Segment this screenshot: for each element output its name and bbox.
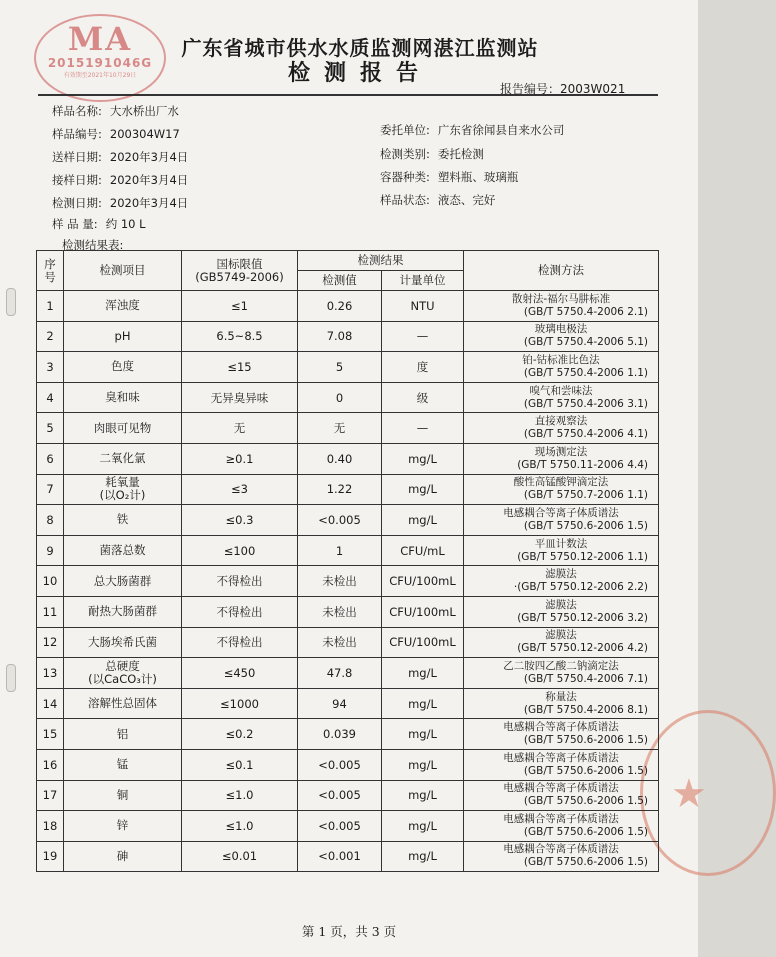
cell-unit: CFU/mL xyxy=(382,535,464,566)
table-row xyxy=(37,688,659,719)
item-name: 浑浊度 xyxy=(105,298,140,313)
cell-item xyxy=(64,321,182,352)
item-name: 总大肠菌群 xyxy=(93,573,152,588)
cell-no: 11 xyxy=(37,596,64,627)
cell-no: 2 xyxy=(37,321,64,352)
header-limit xyxy=(182,251,298,291)
cell-unit: mg/L xyxy=(382,749,464,780)
method-standard: (GB/T 5750.4-2006 4.1) xyxy=(523,428,648,441)
table-row xyxy=(37,382,659,413)
cell-limit: ≤1000 xyxy=(182,688,298,719)
cell-unit: mg/L xyxy=(382,719,464,750)
cell-value: 未检出 xyxy=(298,627,382,658)
field-value: 约 10 L xyxy=(105,217,146,231)
container-field xyxy=(380,169,518,185)
cma-stamp xyxy=(34,14,166,102)
cell-limit: ≤1.0 xyxy=(182,811,298,842)
cell-unit: mg/L xyxy=(382,443,464,474)
cell-item xyxy=(64,780,182,811)
cell-value: 0 xyxy=(298,382,382,413)
item-name: 铁 xyxy=(116,512,129,527)
item-name: 色度 xyxy=(111,359,134,374)
method-name: 电感耦合等离子体质谱法 xyxy=(503,721,619,734)
cell-method xyxy=(464,321,659,352)
cell-limit: ≤100 xyxy=(182,535,298,566)
cell-method xyxy=(464,596,659,627)
method-name: 滤膜法 xyxy=(545,598,577,611)
field-label: 委托单位: xyxy=(380,123,430,137)
stamp-code: 2015191046G xyxy=(47,56,153,70)
method-name: 电感耦合等离子体质谱法 xyxy=(503,782,619,795)
table-row xyxy=(37,811,659,842)
cell-item xyxy=(64,658,182,689)
table-row xyxy=(37,627,659,658)
item-name: 砷 xyxy=(116,848,129,863)
cell-value: 5 xyxy=(298,352,382,383)
cell-unit: — xyxy=(382,321,464,352)
item-name: 耐热大肠菌群 xyxy=(88,604,157,619)
cell-method xyxy=(464,474,659,505)
table-row xyxy=(37,780,659,811)
method-standard: (GB/T 5750.4-2006 2.1) xyxy=(523,305,648,318)
item-name: 溶解性总固体 xyxy=(88,696,157,711)
stamp-validity: 有效期至2021年10月29日 xyxy=(63,72,137,79)
cell-unit: mg/L xyxy=(382,780,464,811)
cell-limit: 不得检出 xyxy=(182,627,298,658)
cell-value: <0.005 xyxy=(298,749,382,780)
header-limit-line1: 国标限值 xyxy=(216,256,263,271)
cell-no: 15 xyxy=(37,719,64,750)
cell-method xyxy=(464,811,659,842)
field-label: 接样日期: xyxy=(52,173,102,187)
method-name: 称量法 xyxy=(545,690,577,703)
cell-value: 1 xyxy=(298,535,382,566)
cell-limit: ≤450 xyxy=(182,658,298,689)
method-standard: (GB/T 5750.12-2006 1.1) xyxy=(517,550,648,563)
cell-value: 94 xyxy=(298,688,382,719)
cell-method xyxy=(464,443,659,474)
field-value: 广东省徐闻县自来水公司 xyxy=(437,123,565,137)
field-label: 容器种类: xyxy=(380,170,430,184)
cell-item xyxy=(64,382,182,413)
header-unit: 计量单位 xyxy=(382,271,464,291)
field-value: 2020年3月4日 xyxy=(109,196,189,210)
header-divider xyxy=(38,94,658,96)
report-title: 检测报告 xyxy=(287,61,432,86)
cell-item xyxy=(64,291,182,322)
cell-unit: 度 xyxy=(382,352,464,383)
cell-unit: mg/L xyxy=(382,811,464,842)
cell-no: 7 xyxy=(37,474,64,505)
method-name: 现场测定法 xyxy=(534,445,588,458)
cell-no: 16 xyxy=(37,749,64,780)
method-standard: (GB/T 5750.4-2006 5.1) xyxy=(523,336,648,349)
cell-value: 0.40 xyxy=(298,443,382,474)
cell-method xyxy=(464,382,659,413)
cell-unit: mg/L xyxy=(382,658,464,689)
cell-limit: ≤3 xyxy=(182,474,298,505)
official-seal xyxy=(640,710,776,876)
item-name: 大肠埃希氏菌 xyxy=(88,634,157,649)
method-name: 乙二胺四乙酸二钠滴定法 xyxy=(503,659,619,672)
cell-no: 19 xyxy=(37,841,64,872)
cell-method xyxy=(464,780,659,811)
test-date-field xyxy=(52,195,188,211)
method-name: 嗅气和尝味法 xyxy=(529,384,593,397)
binder-hole xyxy=(6,664,16,692)
cell-unit: CFU/100mL xyxy=(382,627,464,658)
field-label: 样 品 量: xyxy=(52,217,98,231)
method-standard: (GB/T 5750.6-2006 1.5) xyxy=(523,734,648,747)
method-standard: (GB/T 5750.7-2006 1.1) xyxy=(523,489,648,502)
table-row xyxy=(37,321,659,352)
report-number-value: 2003W021 xyxy=(560,82,626,96)
cell-limit: 无 xyxy=(182,413,298,444)
cell-unit: mg/L xyxy=(382,841,464,872)
field-value: 大水桥出厂水 xyxy=(109,104,179,118)
cell-limit: 不得检出 xyxy=(182,596,298,627)
organization-name: 广东省城市供水水质监测网湛江监测站 xyxy=(181,36,539,60)
header-method: 检测方法 xyxy=(464,251,659,291)
cell-unit: mg/L xyxy=(382,688,464,719)
cell-method xyxy=(464,841,659,872)
header-no xyxy=(37,251,64,291)
table-row xyxy=(37,413,659,444)
item-name: 总硬度 xyxy=(105,658,140,673)
cell-item xyxy=(64,535,182,566)
table-row xyxy=(37,658,659,689)
cell-no: 1 xyxy=(37,291,64,322)
cell-method xyxy=(464,566,659,597)
table-row xyxy=(37,352,659,383)
cell-no: 8 xyxy=(37,505,64,536)
table-row xyxy=(37,841,659,872)
method-standard: (GB/T 5750.11-2006 4.4) xyxy=(517,458,648,471)
cell-item xyxy=(64,841,182,872)
cell-limit: 无异臭异味 xyxy=(182,382,298,413)
field-value: 2020年3月4日 xyxy=(109,173,189,187)
method-name: 直接观察法 xyxy=(534,415,588,428)
cell-no: 17 xyxy=(37,780,64,811)
field-value: 塑料瓶、玻璃瓶 xyxy=(437,170,519,184)
cell-method xyxy=(464,535,659,566)
cell-method xyxy=(464,352,659,383)
cell-method xyxy=(464,505,659,536)
method-standard: (GB/T 5750.12-2006 4.2) xyxy=(517,642,648,655)
cell-item xyxy=(64,688,182,719)
item-name: 肉眼可见物 xyxy=(93,420,152,435)
client-field xyxy=(380,122,564,138)
cell-value: 无 xyxy=(298,413,382,444)
method-name: 电感耦合等离子体质谱法 xyxy=(503,506,619,519)
method-name: 电感耦合等离子体质谱法 xyxy=(503,843,619,856)
item-name: 耗氧量 xyxy=(105,475,140,490)
header-value: 检测值 xyxy=(298,271,382,291)
cell-item xyxy=(64,719,182,750)
table-row xyxy=(37,596,659,627)
item-basis: (以O₂计) xyxy=(99,488,146,503)
table-row xyxy=(37,749,659,780)
header-result-group: 检测结果 xyxy=(298,251,464,271)
cell-item xyxy=(64,749,182,780)
cell-unit: 级 xyxy=(382,382,464,413)
cell-no: 3 xyxy=(37,352,64,383)
method-name: 散射法-福尔马肼标准 xyxy=(511,292,611,305)
cell-no: 9 xyxy=(37,535,64,566)
method-standard: (GB/T 5750.6-2006 1.5) xyxy=(523,795,648,808)
cell-limit: ≤0.1 xyxy=(182,749,298,780)
method-name: 电感耦合等离子体质谱法 xyxy=(503,812,619,825)
method-standard: (GB/T 5750.6-2006 1.5) xyxy=(523,519,648,532)
method-standard: (GB/T 5750.4-2006 8.1) xyxy=(523,703,648,716)
cell-unit: CFU/100mL xyxy=(382,566,464,597)
cell-unit: — xyxy=(382,413,464,444)
cell-value: 未检出 xyxy=(298,596,382,627)
stamp-mark: MA xyxy=(67,20,133,58)
method-name: 平皿计数法 xyxy=(534,537,588,550)
method-standard: (GB/T 5750.4-2006 1.1) xyxy=(523,366,648,379)
cell-item xyxy=(64,413,182,444)
table-row xyxy=(37,291,659,322)
field-label: 检测类别: xyxy=(380,147,430,161)
cell-method xyxy=(464,291,659,322)
method-name: 电感耦合等离子体质谱法 xyxy=(503,751,619,764)
cell-item xyxy=(64,443,182,474)
sample-state-field xyxy=(380,192,495,208)
method-standard: (GB/T 5750.4-2006 3.1) xyxy=(523,397,648,410)
results-table xyxy=(36,250,659,872)
cell-limit: 不得检出 xyxy=(182,566,298,597)
table-row xyxy=(37,505,659,536)
cell-no: 5 xyxy=(37,413,64,444)
page-footer: 第 1 页，共 3 页 xyxy=(301,924,397,939)
cell-limit: ≤15 xyxy=(182,352,298,383)
cell-unit: mg/L xyxy=(382,505,464,536)
cell-unit: mg/L xyxy=(382,474,464,505)
method-name: 铂-钴标准比色法 xyxy=(522,353,600,366)
cell-value: 0.26 xyxy=(298,291,382,322)
method-standard: (GB/T 5750.12-2006 3.2) xyxy=(517,611,648,624)
sample-name-field xyxy=(52,103,179,119)
cell-value: <0.005 xyxy=(298,811,382,842)
seal-star-icon: ★ xyxy=(671,771,707,817)
method-standard: ·(GB/T 5750.12-2006 2.2) xyxy=(513,581,648,594)
method-name: 玻璃电极法 xyxy=(534,323,588,336)
header-no-line2: 号 xyxy=(44,269,56,284)
field-label: 样品名称: xyxy=(52,104,102,118)
test-type-field xyxy=(380,146,484,162)
cell-no: 12 xyxy=(37,627,64,658)
item-name: 二氧化氯 xyxy=(99,451,146,466)
cell-no: 10 xyxy=(37,566,64,597)
item-name: 菌落总数 xyxy=(99,543,146,558)
cell-value: 7.08 xyxy=(298,321,382,352)
field-value: 2020年3月4日 xyxy=(109,150,189,164)
cell-limit: ≤0.3 xyxy=(182,505,298,536)
header-no-line1: 序 xyxy=(44,256,56,271)
cell-value: 0.039 xyxy=(298,719,382,750)
cell-no: 6 xyxy=(37,443,64,474)
item-name: 铜 xyxy=(116,787,129,802)
received-date-field xyxy=(52,172,188,188)
header-item: 检测项目 xyxy=(64,251,182,291)
cell-item xyxy=(64,352,182,383)
cell-value: 47.8 xyxy=(298,658,382,689)
field-value: 200304W17 xyxy=(109,127,180,141)
cell-unit: CFU/100mL xyxy=(382,596,464,627)
cell-unit: NTU xyxy=(382,291,464,322)
field-label: 样品编号: xyxy=(52,127,102,141)
method-standard: (GB/T 5750.6-2006 1.5) xyxy=(523,764,648,777)
cell-limit: ≥0.1 xyxy=(182,443,298,474)
cell-item xyxy=(64,627,182,658)
cell-no: 13 xyxy=(37,658,64,689)
report-number-label: 报告编号： xyxy=(500,82,561,96)
results-title: 检测结果表: xyxy=(62,238,124,252)
field-value: 液态、完好 xyxy=(437,193,496,207)
field-label: 样品状态: xyxy=(380,193,430,207)
cell-limit: ≤1.0 xyxy=(182,780,298,811)
cell-method xyxy=(464,749,659,780)
item-name: 臭和味 xyxy=(105,390,140,405)
cell-method xyxy=(464,688,659,719)
binder-hole xyxy=(6,288,16,316)
method-name: 滤膜法 xyxy=(545,629,577,642)
cell-limit: ≤0.2 xyxy=(182,719,298,750)
header-limit-line2: (GB5749-2006) xyxy=(195,269,284,284)
cell-item xyxy=(64,566,182,597)
cell-value: <0.005 xyxy=(298,505,382,536)
field-label: 送样日期: xyxy=(52,150,102,164)
cell-item xyxy=(64,811,182,842)
method-standard: (GB/T 5750.6-2006 1.5) xyxy=(523,856,648,869)
cell-value: <0.005 xyxy=(298,780,382,811)
method-standard: (GB/T 5750.4-2006 7.1) xyxy=(523,672,648,685)
cell-limit: 6.5~8.5 xyxy=(182,321,298,352)
cell-item xyxy=(64,505,182,536)
field-value: 委托检测 xyxy=(437,147,484,161)
sample-number-field xyxy=(52,126,180,142)
cell-value: 1.22 xyxy=(298,474,382,505)
table-row xyxy=(37,535,659,566)
item-name: 铝 xyxy=(116,726,129,741)
method-standard: (GB/T 5750.6-2006 1.5) xyxy=(523,825,648,838)
cell-no: 4 xyxy=(37,382,64,413)
sent-date-field xyxy=(52,149,188,165)
cell-method xyxy=(464,627,659,658)
table-row xyxy=(37,719,659,750)
item-name: pH xyxy=(114,328,131,343)
cell-item xyxy=(64,596,182,627)
cell-item xyxy=(64,474,182,505)
cell-value: 未检出 xyxy=(298,566,382,597)
cell-limit: ≤1 xyxy=(182,291,298,322)
cell-method xyxy=(464,413,659,444)
cell-no: 14 xyxy=(37,688,64,719)
cell-no: 18 xyxy=(37,811,64,842)
table-row xyxy=(37,474,659,505)
cell-method xyxy=(464,658,659,689)
table-row xyxy=(37,566,659,597)
cell-method xyxy=(464,719,659,750)
sample-amount-field xyxy=(52,216,146,232)
table-row xyxy=(37,443,659,474)
method-name: 滤膜法 xyxy=(545,568,577,581)
method-name: 酸性高锰酸钾滴定法 xyxy=(513,476,609,489)
field-label: 检测日期: xyxy=(52,196,102,210)
item-basis: (以CaCO₃计) xyxy=(88,671,157,686)
cell-value: <0.001 xyxy=(298,841,382,872)
cell-limit: ≤0.01 xyxy=(182,841,298,872)
item-name: 锰 xyxy=(116,757,129,772)
item-name: 锌 xyxy=(116,818,129,833)
